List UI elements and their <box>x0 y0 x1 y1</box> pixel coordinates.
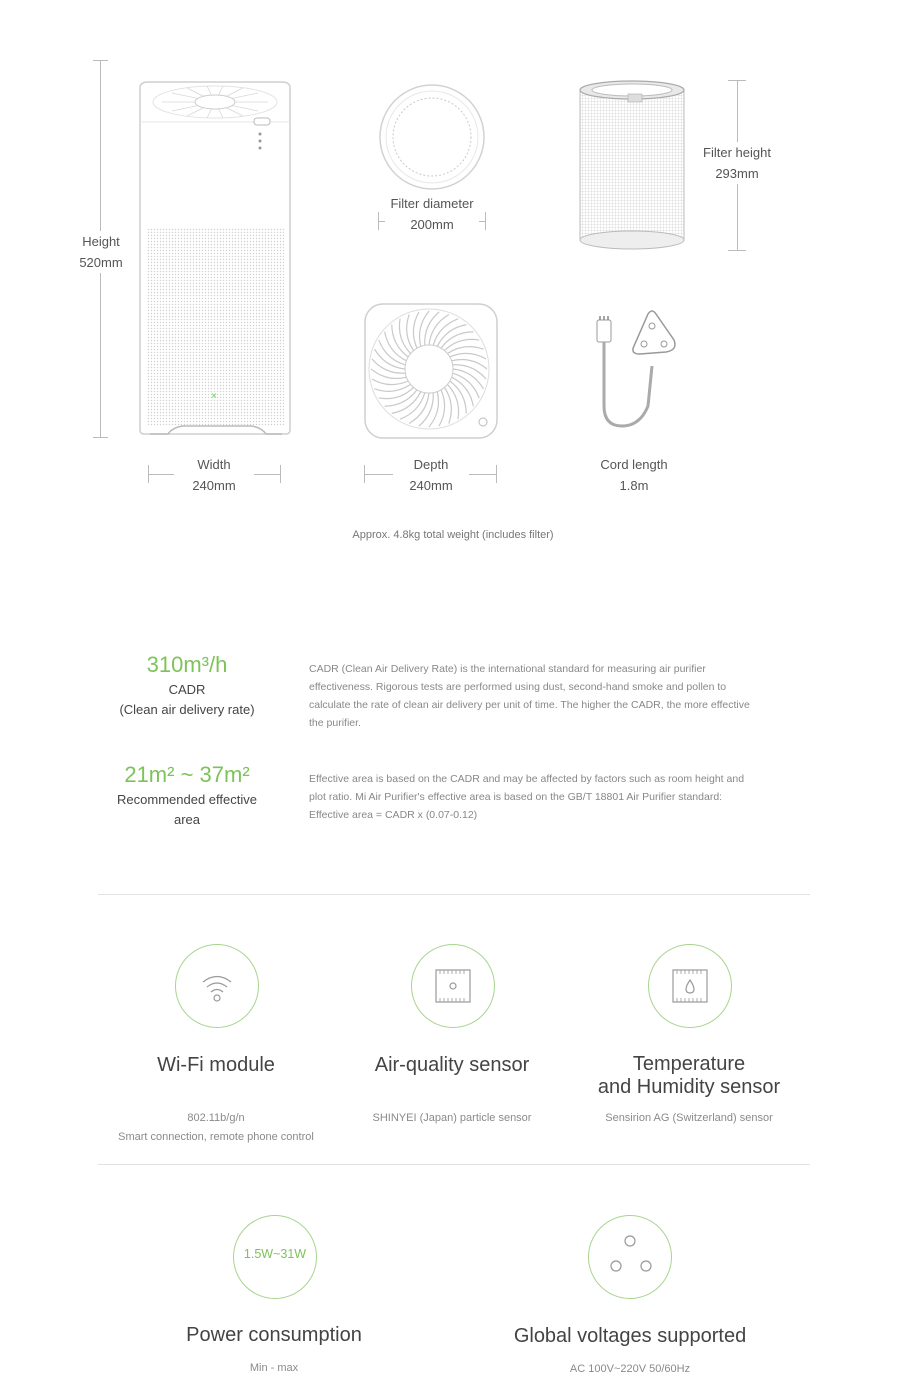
air-purifier-image <box>132 78 298 444</box>
filter-diameter-label: Filter diameter 200mm <box>385 193 479 235</box>
height-cap-bottom <box>93 437 108 438</box>
effective-area-label-line2: area <box>173 812 201 827</box>
air-sensor-icon <box>411 944 495 1028</box>
wifi-icon <box>175 944 259 1028</box>
filter-top-image <box>377 82 489 194</box>
effective-area-value: 21m² ~ 37m² <box>124 762 250 787</box>
filter-height-cap-top <box>728 80 746 81</box>
divider-bottom <box>98 1164 810 1165</box>
air-quality-sub: SHINYEI (Japan) particle sensor <box>372 1112 532 1124</box>
cadr-value: 310m³/h <box>146 652 228 677</box>
global-voltage-sub: AC 100V~220V 50/60Hz <box>569 1363 691 1375</box>
effective-area-description: Effective area is based on the CADR and may be affected by factors such as room height and plot ratio. Mi Air Purifier's effective area is based on the GB/T 18801 Air Purifier standard: Effective area = CADR x (0.07-0.12) <box>309 773 745 821</box>
width-label: Width 240mm <box>174 454 254 496</box>
depth-cap-left <box>364 465 365 483</box>
cadr-spec <box>96 650 278 720</box>
filter-diameter-cap-right <box>485 212 486 230</box>
width-cap-right <box>280 465 281 483</box>
wifi-title: Wi-Fi module <box>157 1054 275 1076</box>
filter-height-label: Filter height 293mm <box>696 142 778 184</box>
air-quality-title: Air-quality sensor <box>374 1054 530 1076</box>
temperature-humidity-title: Temperature and Humidity sensor <box>597 1053 781 1098</box>
height-cap-top <box>93 60 108 61</box>
cadr-description: CADR (Clean Air Delivery Rate) is the international standard for measuring air purifier effectiveness. Rigorous tests are performed using dust, second-hand smoke and pollen to calculate the rate of clean air delivery per unit of time. The higher the CADR, the more effective the purifier. <box>309 663 750 729</box>
svg-text:×: × <box>210 391 218 400</box>
cord-length-label: Cord length 1.8m <box>600 457 668 493</box>
depth-label: Depth 240mm <box>393 454 469 496</box>
power-cord-image <box>590 306 690 432</box>
weight-note: Approx. 4.8kg total weight (includes filter) <box>352 529 554 541</box>
power-consumption-icon <box>233 1215 317 1299</box>
cadr-label-line2: (Clean air delivery rate) <box>119 702 255 717</box>
width-cap-left <box>148 465 149 483</box>
effective-area-spec <box>96 760 278 830</box>
filter-diameter-cap-left <box>378 212 379 230</box>
fan-top-image <box>363 302 499 440</box>
filter-cylinder-image <box>576 80 688 252</box>
cadr-label-line1: CADR <box>168 682 206 697</box>
divider-top <box>98 894 810 895</box>
power-consumption-title: Power consumption <box>186 1324 362 1346</box>
effective-area-label-line1: Recommended effective <box>117 792 257 807</box>
global-voltage-title: Global voltages supported <box>513 1325 747 1347</box>
depth-cap-right <box>496 465 497 483</box>
wifi-sub: 802.11b/g/n Smart connection, remote phone control <box>118 1112 314 1143</box>
humidity-sensor-icon <box>648 944 732 1028</box>
filter-height-cap-bottom <box>728 250 746 251</box>
height-label: Height 520mm <box>70 231 132 273</box>
power-consumption-sub: Min - max <box>249 1362 299 1374</box>
power-range-badge: 1.5W~31W <box>243 1247 307 1261</box>
plug-socket-icon <box>588 1215 672 1299</box>
temperature-humidity-sub: Sensirion AG (Switzerland) sensor <box>605 1112 773 1124</box>
